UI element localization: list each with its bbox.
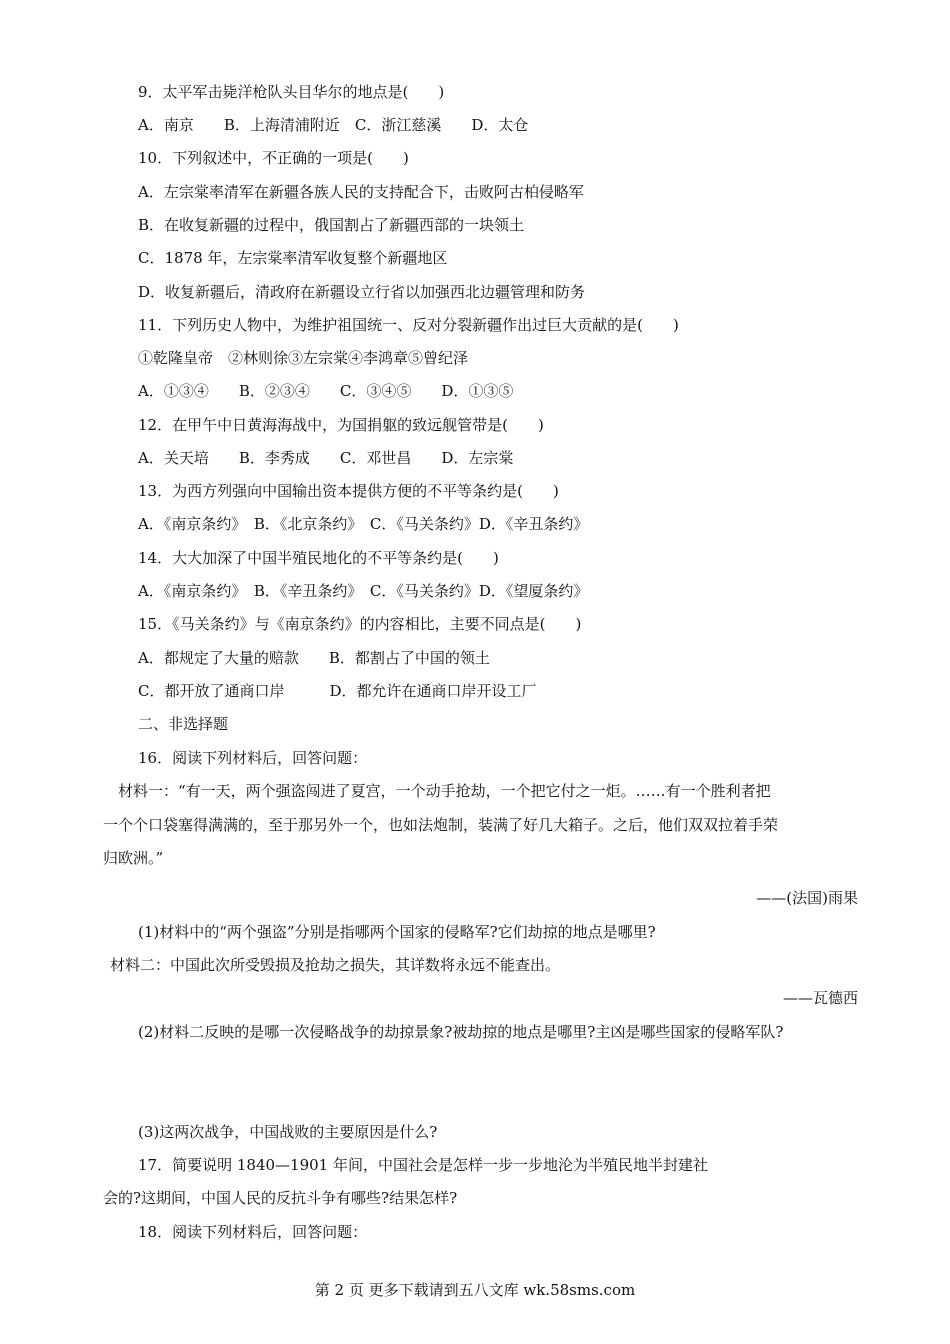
q10-option-b: B．在收复新疆的过程中，俄国割占了新疆西部的一块领土 xyxy=(138,216,525,234)
q10-option-d: D．收复新疆后，清政府在新疆设立行省以加强西北边疆管理和防务 xyxy=(138,283,586,301)
q12-options: A．关天培 B．李秀成 C．邓世昌 D．左宗棠 xyxy=(138,449,514,467)
section2-title: 二、非选择题 xyxy=(138,715,229,733)
q14-options: A．《南京条约》 B．《辛丑条约》 C．《马关条约》D．《望厦条约》 xyxy=(138,582,589,600)
q16-material1-source: ——(法国)雨果 xyxy=(756,889,858,907)
q17-line2: 会的?这期间，中国人民的反抗斗争有哪些?结果怎样? xyxy=(103,1189,458,1207)
q16-material1-line3: 归欧洲。” xyxy=(103,849,164,867)
q16-sub2: (2)材料二反映的是哪一次侵略战争的劫掠景象?被劫掠的地点是哪里?主凶是哪些国家的侵略军队? xyxy=(138,1023,784,1041)
q13-options: A．《南京条约》 B．《北京条约》 C．《马关条约》D．《辛丑条约》 xyxy=(138,515,589,533)
q13-stem: 13．为西方列强向中国输出资本提供方便的不平等条约是( ) xyxy=(138,482,559,500)
q10-option-a: A．左宗棠率清军在新疆各族人民的支持配合下，击败阿古柏侵略军 xyxy=(138,183,584,201)
q18-stem: 18．阅读下列材料后，回答问题： xyxy=(138,1223,368,1241)
page-footer: 第 2 页 更多下载请到五八文库 wk.58sms.com xyxy=(314,1281,636,1299)
q16-material1-line2: 一个个口袋塞得满满的，至于那另外一个，也如法炮制，装满了好几大箱子。之后，他们双双拉着手荣 xyxy=(103,816,779,834)
q11-options: A．①③④ B．②③④ C．③④⑤ D．①③⑤ xyxy=(138,382,514,400)
q16-sub1: (1)材料中的“两个强盗”分别是指哪两个国家的侵略军?它们劫掠的地点是哪里? xyxy=(138,923,656,941)
q16-stem: 16．阅读下列材料后，回答问题： xyxy=(138,749,368,767)
q10-stem: 10．下列叙述中，不正确的一项是( ) xyxy=(138,149,409,167)
q16-material2-source: ——瓦德西 xyxy=(782,989,858,1007)
q12-stem: 12．在甲午中日黄海海战中，为国捐躯的致远舰管带是( ) xyxy=(138,416,544,434)
q16-material2: 材料二：中国此次所受毁损及抢劫之损失，其详数将永远不能查出。 xyxy=(110,956,561,974)
q9-options: A．南京 B．上海清浦附近 C．浙江慈溪 D．太仓 xyxy=(138,116,529,134)
q14-stem: 14．大大加深了中国半殖民地化的不平等条约是( ) xyxy=(138,549,499,567)
q10-option-c: C．1878 年，左宗棠率清军收复整个新疆地区 xyxy=(138,249,448,267)
q11-items: ①乾隆皇帝 ②林则徐③左宗棠④李鸿章⑤曾纪泽 xyxy=(138,349,469,367)
q15-options-cd: C．都开放了通商口岸 D．都允许在通商口岸开设工厂 xyxy=(138,682,537,700)
q16-sub3: (3)这两次战争，中国战败的主要原因是什么? xyxy=(138,1123,438,1141)
q16-material1-line1: 材料一：“有一天，两个强盗闯进了夏宫，一个动手抢劫，一个把它付之一炬。……有一个胜利者把 xyxy=(118,782,771,800)
q15-options-ab: A．都规定了大量的赔款 B．都割占了中国的领土 xyxy=(138,649,490,667)
q17-line1: 17．简要说明 1840—1901 年间，中国社会是怎样一步一步地沦为半殖民地半封建社 xyxy=(138,1156,708,1174)
q9-stem: 9．太平军击毙洋枪队头目华尔的地点是( ) xyxy=(138,83,445,101)
q15-stem: 15．《马关条约》与《南京条约》的内容相比，主要不同点是( ) xyxy=(138,615,582,633)
q11-stem: 11．下列历史人物中，为维护祖国统一、反对分裂新疆作出过巨大贡献的是( ) xyxy=(138,316,679,334)
